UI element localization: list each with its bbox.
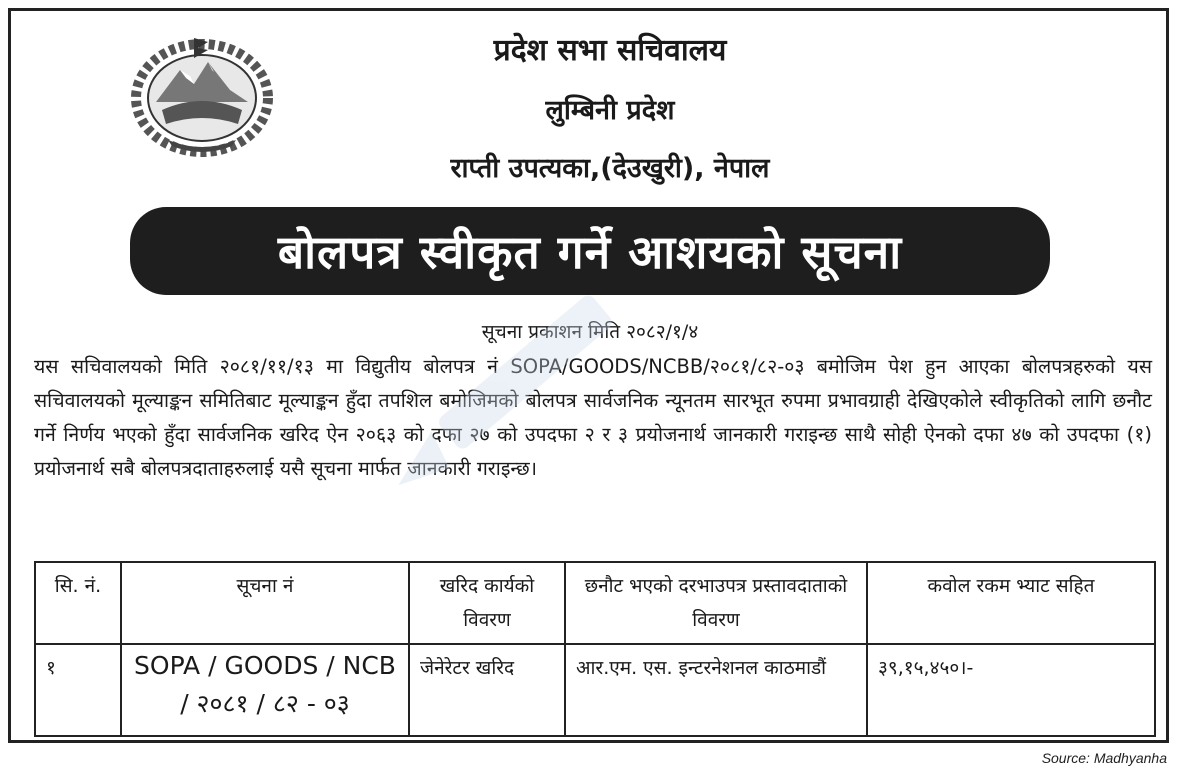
notice-title-banner bbox=[130, 207, 1050, 295]
header-province: लुम्बिनी प्रदेश bbox=[545, 95, 675, 126]
table-header-row bbox=[35, 562, 1155, 644]
col-header-description: खरिद कार्यको विवरण bbox=[409, 562, 565, 644]
col-header-bidder: छनौट भएको दरभाउपत्र प्रस्तावदाताको विवरण bbox=[565, 562, 867, 644]
publication-date: सूचना प्रकाशन मिति २०८२/१/४ bbox=[481, 321, 699, 343]
nepal-emblem-icon bbox=[128, 32, 276, 158]
col-header-sn: सि. नं. bbox=[35, 562, 121, 644]
cell-sn: १ bbox=[35, 644, 121, 736]
notice-title: बोलपत्र स्वीकृत गर्ने आशयको सूचना bbox=[277, 225, 903, 279]
notice-body: यस सचिवालयको मिति २०८१/११/१३ मा विद्युतीय बोलपत्र नं SOPA/GOODS/NCBB/२०८१/८२-०३ बमोजिम पेश हुन आएका बोलपत्रहरुको यस सचिवालयको मूल्याङ्कन समितिबाट मूल्याङ्कन हुँदा तपशिल बमोजिमको बोलपत्र सार्वजनिक न्यूनतम सारभूत रुपमा प्रभावग्राही देखिएकोले स्वीकृतिको लागि छनौट गर्ने निर्णय भएको हुँदा सार्वजनिक खरिद ऐन २०६३ को दफा २७ को उपदफा २ र ३ प्रयोजनार्थ जानकारी गराइन्छ साथै सोही ऐनको दफा ४७ को उपदफा (१) प्रयोजनार्थ सबै बोलपत्रदाताहरुलाई यसै सूचना मार्फत जानकारी गराइन्छ। bbox=[34, 355, 1152, 480]
col-header-notice-no: सूचना नं bbox=[121, 562, 409, 644]
cell-bidder: आर.एम. एस. इन्टरनेशनल काठमाडौं bbox=[565, 644, 867, 736]
cell-amount: ३९,१५,४५०।- bbox=[867, 644, 1155, 736]
cell-description: जेनेरेटर खरिद bbox=[409, 644, 565, 736]
cell-notice-no: SOPA / GOODS / NCB / २०८१ / ८२ - ०३ bbox=[121, 644, 409, 736]
award-table bbox=[34, 561, 1156, 737]
source-credit: Source: Madhyanha bbox=[1041, 750, 1167, 766]
header-location: राप्ती उपत्यका,(देउखुरी), नेपाल bbox=[450, 153, 770, 184]
table-row bbox=[35, 644, 1155, 736]
header-secretariat: प्रदेश सभा सचिवालय bbox=[493, 33, 727, 68]
col-header-amount: कवोल रकम भ्याट सहित bbox=[867, 562, 1155, 644]
